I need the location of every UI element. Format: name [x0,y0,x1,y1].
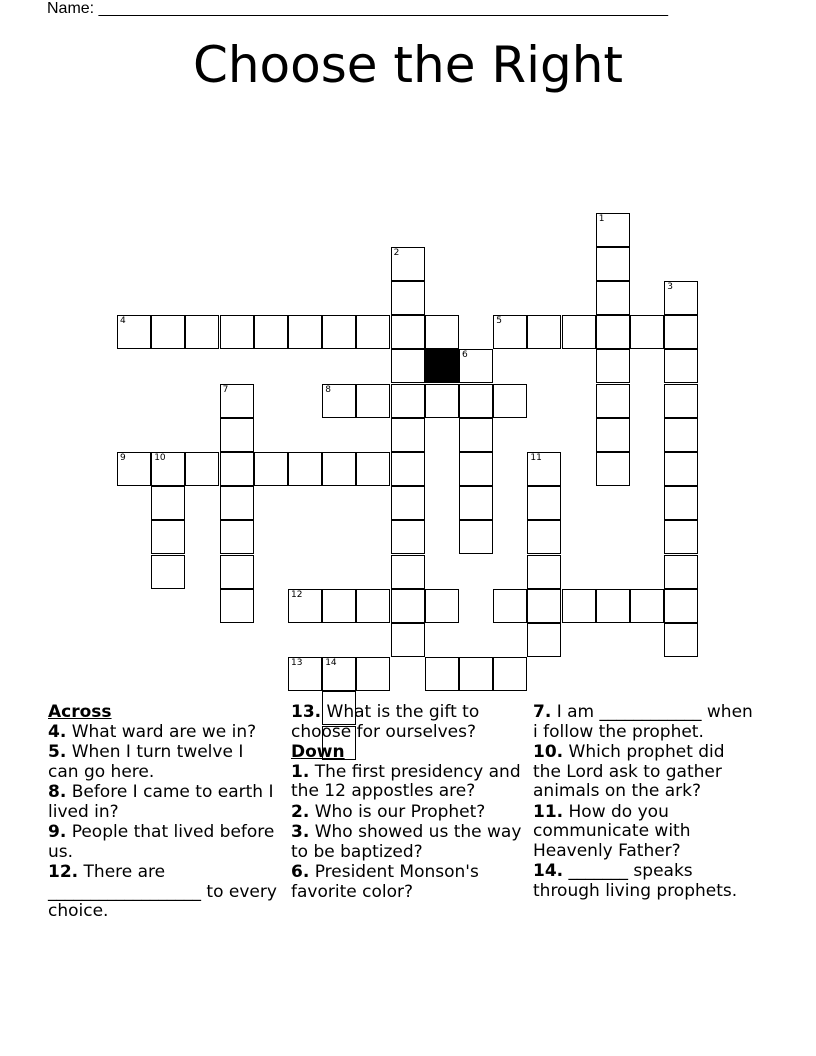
grid-cell[interactable] [562,589,596,623]
clue-text: When I turn twelve I can go here. [48,742,244,782]
clue-number: 3 [667,282,673,292]
grid-cell[interactable] [527,555,561,589]
clue-item [48,743,278,782]
clue-item [291,763,523,802]
black-square [425,349,459,383]
clues-column-1 [48,703,278,923]
grid-cell[interactable] [322,315,356,349]
grid-cell[interactable] [562,315,596,349]
grid-cell[interactable] [254,452,288,486]
clue-item [48,823,278,862]
clue-text: People that lived before us. [48,822,275,862]
clue-text: There are __________________ to every choice. [48,862,277,921]
grid-cell[interactable] [391,520,425,554]
grid-cell[interactable] [664,623,698,657]
clue-item [533,803,753,862]
clue-number: 3. [291,822,310,842]
grid-cell[interactable] [220,418,254,452]
grid-cell[interactable] [220,555,254,589]
clue-item [291,703,523,742]
grid-cell[interactable] [322,452,356,486]
grid-cell[interactable] [391,281,425,315]
grid-cell[interactable] [117,315,151,349]
grid-cell[interactable] [493,589,527,623]
grid-cell[interactable] [425,384,459,418]
grid-cell[interactable] [220,520,254,554]
grid-cell[interactable] [596,315,630,349]
grid-cell[interactable] [391,623,425,657]
grid-cell[interactable] [459,520,493,554]
grid-cell[interactable] [288,452,322,486]
grid-cell[interactable] [288,589,322,623]
clue-number: 5. [48,742,67,762]
clue-item [533,743,753,802]
clue-number: 7 [222,384,229,395]
grid-cell[interactable] [596,589,630,623]
grid-cell[interactable] [151,555,185,589]
grid-cell[interactable] [391,418,425,452]
grid-cell[interactable] [493,384,527,418]
grid-cell[interactable] [527,452,561,486]
grid-cell[interactable] [459,486,493,520]
clue-text: Which prophet did the Lord ask to gather animals on the ark? [533,742,725,801]
grid-cell[interactable] [527,623,561,657]
grid-cell[interactable] [356,384,390,418]
clue-item [48,863,278,922]
clue-number: 2 [393,247,400,258]
grid-cell[interactable] [254,315,288,349]
clue-number: 11. [533,801,564,822]
clue-item [48,723,278,743]
grid-cell[interactable] [664,452,698,486]
grid-cell[interactable] [527,486,561,520]
clue-text: How do you communicate with Heavenly Father? [533,801,691,861]
clues-column-3 [533,703,753,902]
clue-number: 11 [530,453,542,463]
clue-number: 13 [291,658,303,669]
grid-cell[interactable] [356,657,390,691]
grid-cell[interactable] [596,452,630,486]
grid-cell[interactable] [664,349,698,383]
clue-heading: Down [291,742,345,762]
clue-item [533,703,753,742]
grid-cell[interactable] [391,247,425,281]
clue-item [291,863,523,902]
grid-cell[interactable] [425,315,459,349]
grid-cell[interactable] [391,315,425,349]
grid-cell[interactable] [425,657,459,691]
grid-cell[interactable] [151,520,185,554]
clue-text: President Monson's favorite color? [291,862,479,902]
clue-text: _______ speaks through living prophets. [533,861,738,901]
clue-number: 14. [533,861,564,881]
clue-text: Before I came to earth I lived in? [48,782,274,822]
clue-number: 6 [462,350,468,361]
grid-cell[interactable] [356,452,390,486]
clue-number: 14 [325,658,337,669]
name-line: Name: ________________________________________________________________ [47,0,669,17]
grid-cell[interactable] [664,315,698,349]
clue-number: 12. [48,862,79,882]
grid-cell[interactable] [391,486,425,520]
grid-cell[interactable] [356,589,390,623]
grid-cell[interactable] [596,384,630,418]
grid-cell[interactable] [151,315,185,349]
grid-cell[interactable] [596,349,630,383]
clue-text: What is the gift to choose for ourselves? [291,702,480,742]
grid-cell[interactable] [596,213,630,247]
clue-number: 13. [291,702,322,722]
clue-number: 8 [325,384,331,395]
clue-number: 1 [598,213,605,224]
grid-cell[interactable] [322,657,356,691]
grid-cell[interactable] [664,555,698,589]
page-title: Choose the Right [192,36,624,94]
grid-cell[interactable] [664,281,698,315]
grid-cell[interactable] [664,589,698,623]
clue-text: What ward are we in? [66,721,257,742]
grid-cell[interactable] [185,315,219,349]
grid-cell[interactable] [391,589,425,623]
grid-cell[interactable] [220,384,254,418]
grid-cell[interactable] [527,589,561,623]
clue-number: 2. [291,801,310,822]
clue-text: I am ____________ when i follow the prophet. [533,702,753,742]
grid-cell[interactable] [493,315,527,349]
grid-cell[interactable] [664,418,698,452]
grid-cell[interactable] [493,657,527,691]
grid-cell[interactable] [117,452,151,486]
clue-item [48,783,278,822]
grid-cell[interactable] [220,315,254,349]
grid-cell[interactable] [391,384,425,418]
grid-cell[interactable] [425,589,459,623]
clue-number: 1. [291,761,310,782]
clue-number: 5 [496,316,502,327]
grid-cell[interactable] [220,452,254,486]
clue-item [291,803,523,823]
grid-cell[interactable] [220,589,254,623]
grid-cell[interactable] [151,486,185,520]
grid-cell[interactable] [630,589,664,623]
grid-cell[interactable] [527,520,561,554]
grid-cell[interactable] [391,452,425,486]
grid-cell[interactable] [391,349,425,383]
grid-cell[interactable] [185,452,219,486]
grid-cell[interactable] [596,418,630,452]
grid-cell[interactable] [322,384,356,418]
clue-text: The first presidency and the 12 appostles are? [291,761,521,801]
grid-cell[interactable] [664,486,698,520]
grid-cell[interactable] [322,589,356,623]
grid-cell[interactable] [459,418,493,452]
grid-cell[interactable] [459,657,493,691]
grid-cell[interactable] [527,315,561,349]
clues-column-2 [291,703,523,903]
clue-number: 4. [48,721,67,742]
grid-cell[interactable] [664,520,698,554]
clue-number: 4 [120,316,126,327]
grid-cell[interactable] [459,452,493,486]
clue-text: Who showed us the way to be baptized? [291,822,522,862]
grid-cell[interactable] [459,349,493,383]
clue-number: 9. [48,822,67,842]
grid-cell[interactable] [288,657,322,691]
clue-number: 7. [533,702,552,722]
grid-cell[interactable] [596,281,630,315]
clue-number: 8. [48,782,67,802]
grid-cell[interactable] [459,384,493,418]
clue-number: 10. [533,742,564,762]
grid-cell[interactable] [596,247,630,281]
grid-cell[interactable] [630,315,664,349]
clue-text: Who is our Prophet? [309,801,486,822]
clue-number: 10 [154,453,166,463]
grid-cell[interactable] [356,315,390,349]
clue-heading: Across [48,702,112,722]
grid-cell[interactable] [220,486,254,520]
clue-number: 6. [291,862,310,882]
clue-number: 9 [120,453,126,463]
grid-cell[interactable] [151,452,185,486]
grid-cell[interactable] [664,384,698,418]
clue-item [291,823,523,862]
grid-cell[interactable] [288,315,322,349]
clue-item [533,862,753,901]
clue-number: 12 [291,589,303,600]
grid-cell[interactable] [391,555,425,589]
